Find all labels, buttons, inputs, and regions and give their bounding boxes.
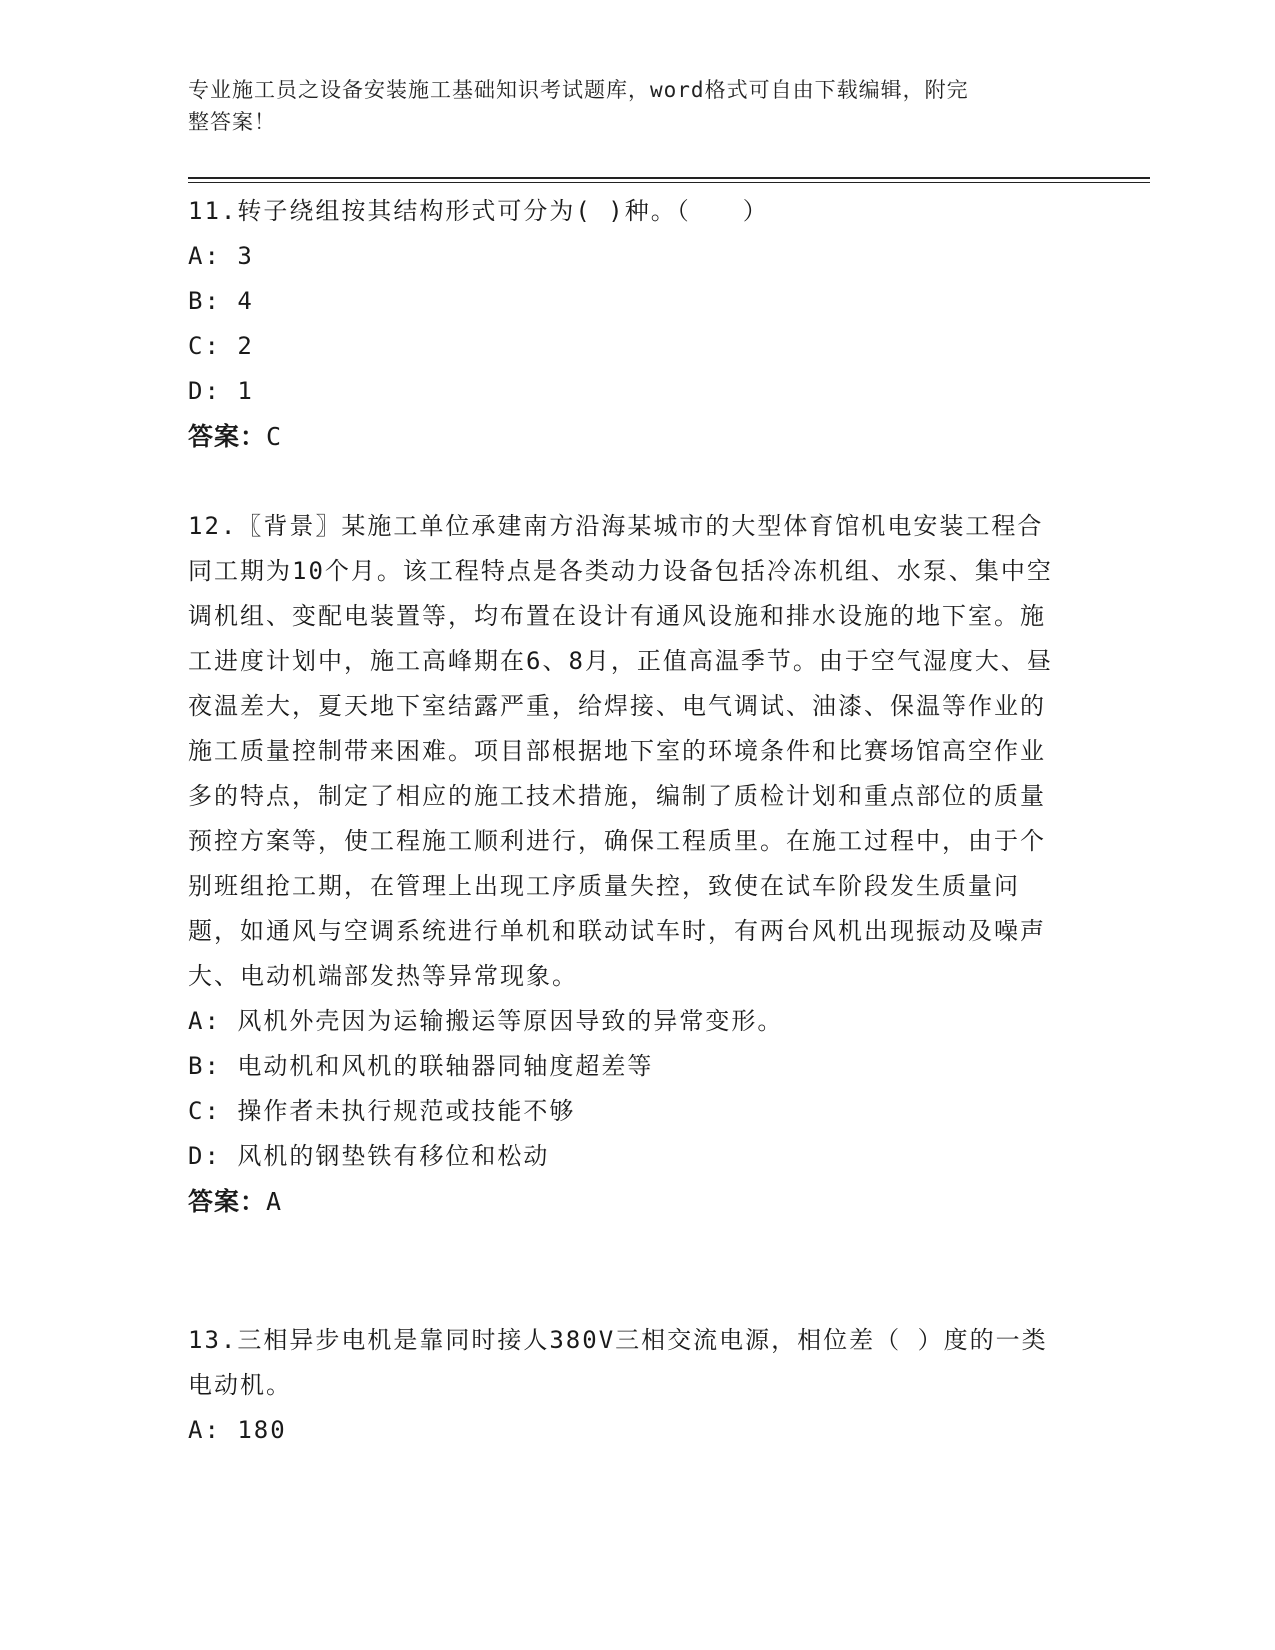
document-header xyxy=(188,74,1068,138)
option-b: B: 电动机和风机的联轴器同轴度超差等 xyxy=(188,1052,654,1080)
option-a: A: 180 xyxy=(188,1416,287,1444)
option-a: A: 风机外壳因为运输搬运等原因导致的异常变形。 xyxy=(188,1007,784,1035)
answer-label: 答案： xyxy=(188,422,267,451)
header-divider-thin xyxy=(188,182,1150,183)
answer-value: A xyxy=(266,1187,283,1216)
option-a: A: 3 xyxy=(188,242,254,270)
question-13 xyxy=(188,1318,1068,1453)
option-c: C: 2 xyxy=(188,332,254,360)
answer-value: C xyxy=(266,422,283,451)
question-stem: 13.三相异步电机是靠同时接人380V三相交流电源，相位差（ ）度的一类电动机。 xyxy=(188,1326,1048,1399)
answer-line xyxy=(188,414,1068,459)
header-line-1: 专业施工员之设备安装施工基础知识考试题库，word格式可自由下载编辑，附完 xyxy=(188,78,969,102)
answer-label: 答案： xyxy=(188,1187,267,1216)
question-12 xyxy=(188,504,1068,1224)
question-11 xyxy=(188,189,1068,459)
question-stem: 11.转子绕组按其结构形式可分为( )种。（ ） xyxy=(188,197,769,225)
option-d: D: 风机的钢垫铁有移位和松动 xyxy=(188,1142,550,1170)
option-b: B: 4 xyxy=(188,287,254,315)
header-line-2: 整答案！ xyxy=(188,110,276,134)
option-c: C: 操作者未执行规范或技能不够 xyxy=(188,1097,576,1125)
answer-line xyxy=(188,1179,1068,1224)
question-stem: 12.〖背景〗某施工单位承建南方沿海某城市的大型体育馆机电安装工程合同工期为10个月。该工程特点是各类动力设备包括冷冻机组、水泵、集中空调机组、变配电装置等，均布置在设计有通风设施和排水设施的地下室。施工进度计划中，施工高峰期在6、8月，正值高温季节。由于空气湿度大、昼夜温差大，夏天地下室结露严重，给焊接、电气调试、油漆、保温等作业的施工质量控制带来困难。项目部根据地下室的环境条件和比赛场馆高空作业多的特点，制定了相应的施工技术措施，编制了质检计划和重点部位的质量预控方案等，使工程施工顺利进行，确保工程质里。在施工过程中，由于个别班组抢工期，在管理上出现工序质量失控，致使在试车阶段发生质量问题，如通风与空调系统进行单机和联动试车时，有两台风机出现振动及噪声大、电动机端部发热等异常现象。 xyxy=(188,512,1053,990)
option-d: D: 1 xyxy=(188,377,254,405)
header-divider-thick xyxy=(188,177,1150,179)
